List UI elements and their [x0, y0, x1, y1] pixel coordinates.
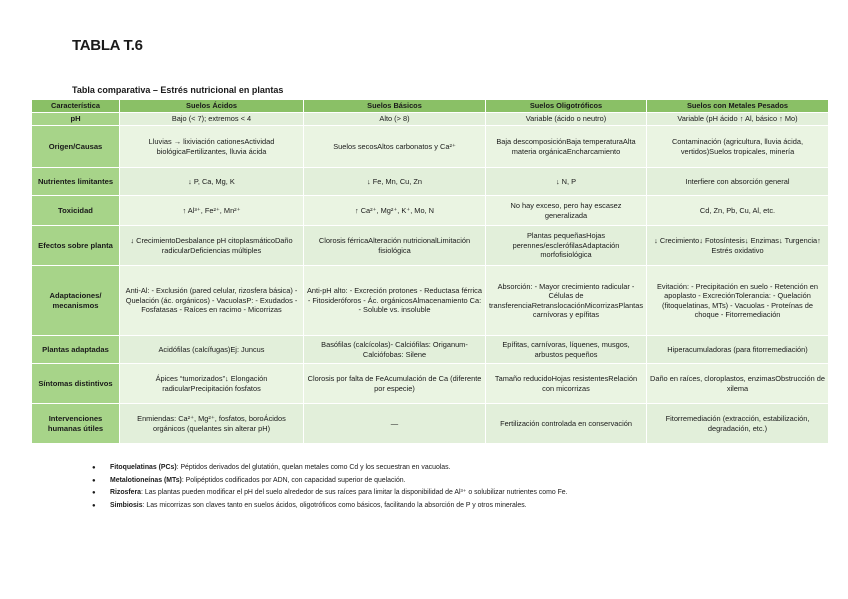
- table-cell: Hiperacumuladoras (para fitorremediación): [647, 336, 829, 364]
- table-row: [32, 336, 829, 364]
- table-row: [32, 168, 829, 196]
- table-cell: Clorosis férricaAlteración nutricionalLimitación fisiológica: [304, 226, 486, 266]
- footnote-item: [92, 487, 812, 500]
- footnote-text: : Las micorrizas son claves tanto en suelos ácidos, oligotróficos como básicos, facilitando la absorción de P y otros minerales.: [142, 501, 527, 509]
- table-row: [32, 364, 829, 404]
- row-label: Toxicidad: [32, 196, 120, 226]
- table-cell: Bajo (< 7); extremos < 4: [120, 113, 304, 126]
- table-cell: Anti-pH alto: - Excreción protones - Reductasa férrica - Fitosideróforos - Ác. orgánicosAlmacenamiento Ca: - Soluble vs. insoluble: [304, 266, 486, 336]
- table-cell: Basófilas (calcícolas)- Calciófilas: Origanum- Calciófobas: Silene: [304, 336, 486, 364]
- table-cell: ↓ N, P: [486, 168, 647, 196]
- table-row: [32, 266, 829, 336]
- row-label: Síntomas distintivos: [32, 364, 120, 404]
- table-cell: Clorosis por falta de FeAcumulación de Ca (diferente por especie): [304, 364, 486, 404]
- table-cell: Contaminación (agricultura, lluvia ácida, vertidos)Suelos tropicales, minería: [647, 126, 829, 168]
- table-cell: No hay exceso, pero hay escasez generalizada: [486, 196, 647, 226]
- table-cell: Daño en raíces, cloroplastos, enzimasObstrucción de xilema: [647, 364, 829, 404]
- header-cell: Suelos con Metales Pesados: [647, 100, 829, 113]
- table-cell: ↓ CrecimientoDesbalance pH citoplasmáticoDaño radicularDeficiencias múltiples: [120, 226, 304, 266]
- table-cell: Epífitas, carnívoras, líquenes, musgos, arbustos pequeños: [486, 336, 647, 364]
- table-header-row: [32, 100, 829, 113]
- footnote-term: Metalotioneínas (MTs): [110, 476, 182, 484]
- row-label: Plantas adaptadas: [32, 336, 120, 364]
- comparison-table: [31, 99, 829, 444]
- table-cell: Acidófilas (calcífugas)Ej: Juncus: [120, 336, 304, 364]
- footnote-text: : Péptidos derivados del glutatión, quelan metales como Cd y los secuestran en vacuolas.: [176, 464, 451, 471]
- table-cell: Anti-Al: - Exclusión (pared celular, rizosfera básica) - Quelación (ác. orgánicos) - VacuolasP: - Exudados - Fosfatasas - Raíces en racimo - Micorrizas: [120, 266, 304, 336]
- table-caption: Tabla comparativa – Estrés nutricional en plantas: [72, 85, 284, 95]
- table-cell: Interfiere con absorción general: [647, 168, 829, 196]
- header-cell: Suelos Oligotróficos: [486, 100, 647, 113]
- table-cell: ↓ Crecimiento↓ Fotosíntesis↓ Enzimas↓ Turgencia↑ Estrés oxidativo: [647, 226, 829, 266]
- table-cell: Baja descomposiciónBaja temperaturaAlta materia orgánicaEncharcamiento: [486, 126, 647, 168]
- table-cell: Fertilización controlada en conservación: [486, 404, 647, 444]
- table-cell: Absorción: - Mayor crecimiento radicular - Células de transferenciaRetranslocaciónMicorrizasPlantas carnívoras y epífitas: [486, 266, 647, 336]
- table-row: [32, 126, 829, 168]
- table-cell: Variable (ácido o neutro): [486, 113, 647, 126]
- table-cell: Suelos secosAltos carbonatos y Ca²⁺: [304, 126, 486, 168]
- table-cell: Plantas pequeñasHojas perennes/esclerófilasAdaptación morfofisiológica: [486, 226, 647, 266]
- table-cell: ↓ P, Ca, Mg, K: [120, 168, 304, 196]
- row-label: Origen/Causas: [32, 126, 120, 168]
- table-row: [32, 404, 829, 444]
- footnote-list: [92, 462, 812, 512]
- table-cell: Lluvias → lixiviación cationesActividad biológicaFertilizantes, lluvia ácida: [120, 126, 304, 168]
- table-cell: Tamaño reducidoHojas resistentesRelación con micorrizas: [486, 364, 647, 404]
- table-row: [32, 113, 829, 126]
- table-cell: Ápices “tumorizados”↓ Elongación radicularPrecipitación fosfatos: [120, 364, 304, 404]
- header-cell: Suelos Básicos: [304, 100, 486, 113]
- header-cell: Característica: [32, 100, 120, 113]
- row-label: Efectos sobre planta: [32, 226, 120, 266]
- table-cell: Alto (> 8): [304, 113, 486, 126]
- footnote-term: Simbiosis: [110, 501, 143, 509]
- table-cell: ↓ Fe, Mn, Cu, Zn: [304, 168, 486, 196]
- table-cell: Fitorremediación (extracción, estabilización, degradación, etc.): [647, 404, 829, 444]
- footnote-item: [92, 500, 812, 513]
- table-cell: ↑ Ca²⁺, Mg²⁺, K⁺, Mo, N: [304, 196, 486, 226]
- table-row: [32, 196, 829, 226]
- row-label: Intervenciones humanas útiles: [32, 404, 120, 444]
- footnote-item: [92, 475, 812, 488]
- page-title: TABLA T.6: [72, 37, 143, 54]
- footnote-term: Fitoquelatinas (PCs): [110, 464, 177, 471]
- row-label: pH: [32, 113, 120, 126]
- footnote-item: [92, 462, 812, 475]
- footnote-text: : Polipéptidos codificados por ADN, con capacidad superior de quelación.: [181, 476, 406, 484]
- footnote-term: Rizosfera: [110, 489, 142, 496]
- table-cell: Variable (pH ácido ↑ Al, básico ↑ Mo): [647, 113, 829, 126]
- table-cell: —: [304, 404, 486, 444]
- row-label: Adaptaciones/ mecanismos: [32, 266, 120, 336]
- table-cell: Evitación: - Precipitación en suelo - Retención en apoplasto - ExcreciónTolerancia: - Quelación (fitoquelatinas, MTs) - Vacuolas - Proteínas de choque - Fitorremediación: [647, 266, 829, 336]
- table-cell: ↑ Al³⁺, Fe²⁺, Mn²⁺: [120, 196, 304, 226]
- footnote-text: : Las plantas pueden modificar el pH del suelo alrededor de sus raíces para limitar la disponibilidad de Al³⁺ o solubilizar nutrientes como Fe.: [141, 489, 568, 496]
- header-cell: Suelos Ácidos: [120, 100, 304, 113]
- table-cell: Cd, Zn, Pb, Cu, Al, etc.: [647, 196, 829, 226]
- table-cell: Enmiendas: Ca²⁺, Mg²⁺, fosfatos, boroÁcidos orgánicos (quelantes sin alterar pH): [120, 404, 304, 444]
- row-label: Nutrientes limitantes: [32, 168, 120, 196]
- table-row: [32, 226, 829, 266]
